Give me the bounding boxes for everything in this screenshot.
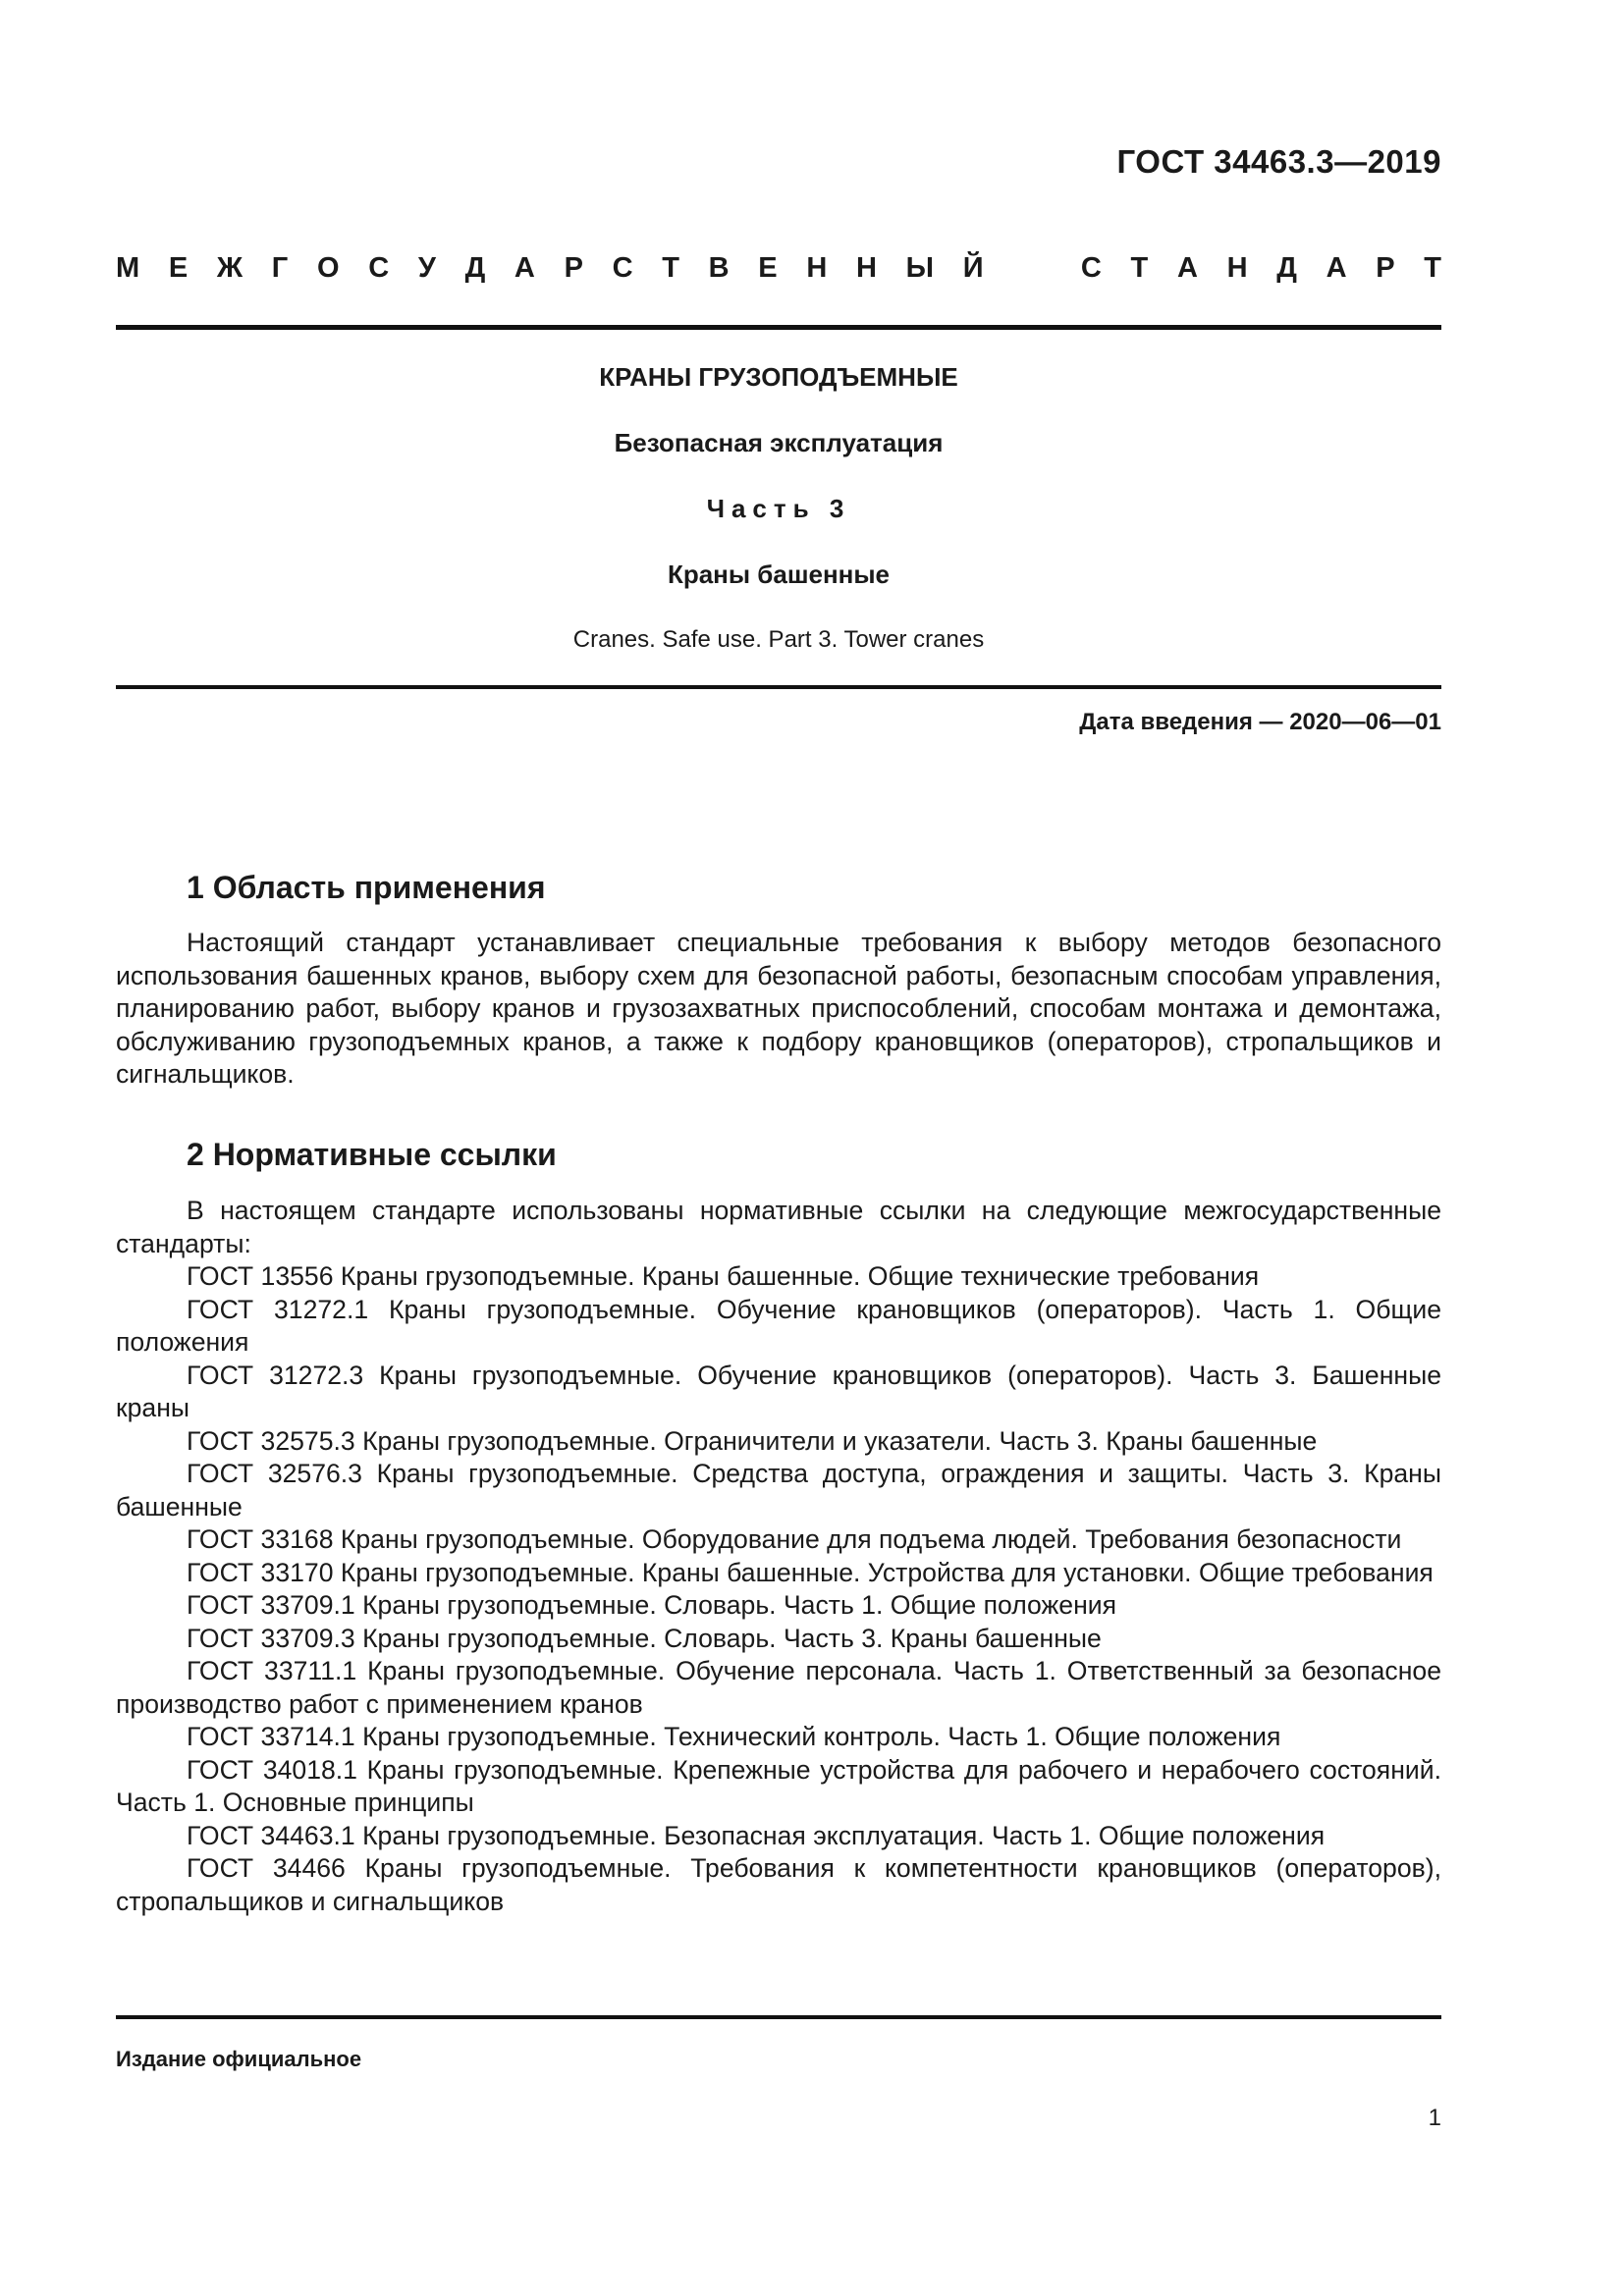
section-scope [116,870,1441,1092]
title-english: Cranes. Safe use. Part 3. Tower cranes [572,626,985,653]
banner-letter: У [417,252,436,284]
banner-letter: А [1176,252,1198,284]
banner-letter: А [1326,252,1347,284]
banner-letter: М [116,252,140,284]
reference-item: ГОСТ 33168 Краны грузоподъемные. Оборудование для подъема людей. Требования безопасности [187,1524,1402,1554]
banner-letter: Г [271,252,289,284]
document-code: ГОСТ 34463.3—2019 [1116,143,1441,180]
reference-item: ГОСТ 33711.1 Краны грузоподъемные. Обучение персонала. Часть 1. Ответственный за безопасное производство работ с применением кранов [116,1656,1441,1719]
title-main: КРАНЫ ГРУЗОПОДЪЕМНЫЕ [599,362,958,392]
banner-letter: Т [1424,252,1441,284]
reference-item: ГОСТ 32576.3 Краны грузоподъемные. Средства доступа, ограждения и защиты. Часть 3. Краны башенные [116,1459,1441,1522]
introduction-date: Дата введения — 2020—06—01 [1079,709,1441,735]
reference-item: ГОСТ 34018.1 Краны грузоподъемные. Крепежные устройства для рабочего и нерабочего состояний. Часть 1. Основные принципы [116,1754,1441,1817]
title-part: Часть 3 [706,494,851,523]
footer-divider [116,2015,1441,2019]
banner-letter: В [708,252,730,284]
reference-item: ГОСТ 34463.1 Краны грузоподъемные. Безопасная эксплуатация. Часть 1. Общие положения [187,1820,1326,1850]
banner-letter: С [1080,252,1102,284]
banner-letter: Д [1276,252,1297,284]
banner-letter: Т [1130,252,1149,284]
reference-item: ГОСТ 33709.1 Краны грузоподъемные. Словарь. Часть 1. Общие положения [187,1590,1117,1620]
reference-item: ГОСТ 33709.3 Краны грузоподъемные. Словарь. Часть 3. Краны башенные [187,1623,1102,1653]
reference-item: ГОСТ 34466 Краны грузоподъемные. Требования к компетентности крановщиков (операторов), стропальщиков и сигнальщиков [116,1853,1441,1916]
banner-letter: Д [464,252,486,284]
banner-word-gap [1012,252,1052,285]
title-part-name: Краны башенные [667,560,891,589]
reference-item: ГОСТ 32575.3 Краны грузоподъемные. Ограничители и указатели. Часть 3. Краны башенные [187,1425,1318,1456]
banner-letter: А [514,252,535,284]
title-subtitle: Безопасная эксплуатация [614,428,944,457]
banner-letter: Р [1376,252,1395,284]
banner-letter: Р [564,252,583,284]
banner-letter: О [316,252,340,284]
page-number: 1 [1428,2105,1441,2131]
banner-letter: Н [1226,252,1248,284]
banner-letter: С [612,252,633,284]
reference-item: ГОСТ 31272.1 Краны грузоподъемные. Обучение крановщиков (операторов). Часть 1. Общие положения [116,1294,1441,1357]
banner-letter: С [368,252,390,284]
title-divider [116,685,1441,689]
section-paragraph: Настоящий стандарт устанавливает специальные требования к выбору методов безопасного использования башенных кранов, выбору схем для безопасной работы, безопасным способам управления, планированию работ, выбору кранов и грузозахватных приспособлений, способам монтажа и демонтажа, обслуживанию грузоподъемных кранов, а также к подбору крановщиков (операторов), стропальщиков и сигнальщиков. [116,928,1441,1089]
banner-letter: Ы [905,252,934,284]
reference-item: ГОСТ 33170 Краны грузоподъемные. Краны башенные. Устройства для установки. Общие требования [187,1557,1434,1587]
banner-letter: Н [855,252,877,284]
banner-letter: Е [758,252,778,284]
top-divider [116,325,1441,330]
banner-letter: Т [662,252,679,284]
reference-item: ГОСТ 31272.3 Краны грузоподъемные. Обучение крановщиков (операторов). Часть 3. Башенные краны [116,1360,1441,1422]
banner-letter: Н [806,252,828,284]
section-normative-references [116,1137,1441,1918]
section-heading: 2 Нормативные ссылки [187,1137,557,1172]
reference-item: ГОСТ 33714.1 Краны грузоподъемные. Технический контроль. Часть 1. Общие положения [187,1722,1281,1751]
official-edition-label: Издание официальное [116,2047,362,2071]
section-paragraph: В настоящем стандарте использованы нормативные ссылки на следующие межгосударственные стандарты: [116,1196,1441,1258]
interstate-standard-banner [116,252,1441,285]
section-heading: 1 Область применения [187,870,546,905]
banner-letter: Е [168,252,189,284]
banner-letter: Ж [216,252,244,284]
reference-item: ГОСТ 13556 Краны грузоподъемные. Краны башенные. Общие технические требования [187,1261,1260,1291]
banner-letter: Й [962,252,984,284]
